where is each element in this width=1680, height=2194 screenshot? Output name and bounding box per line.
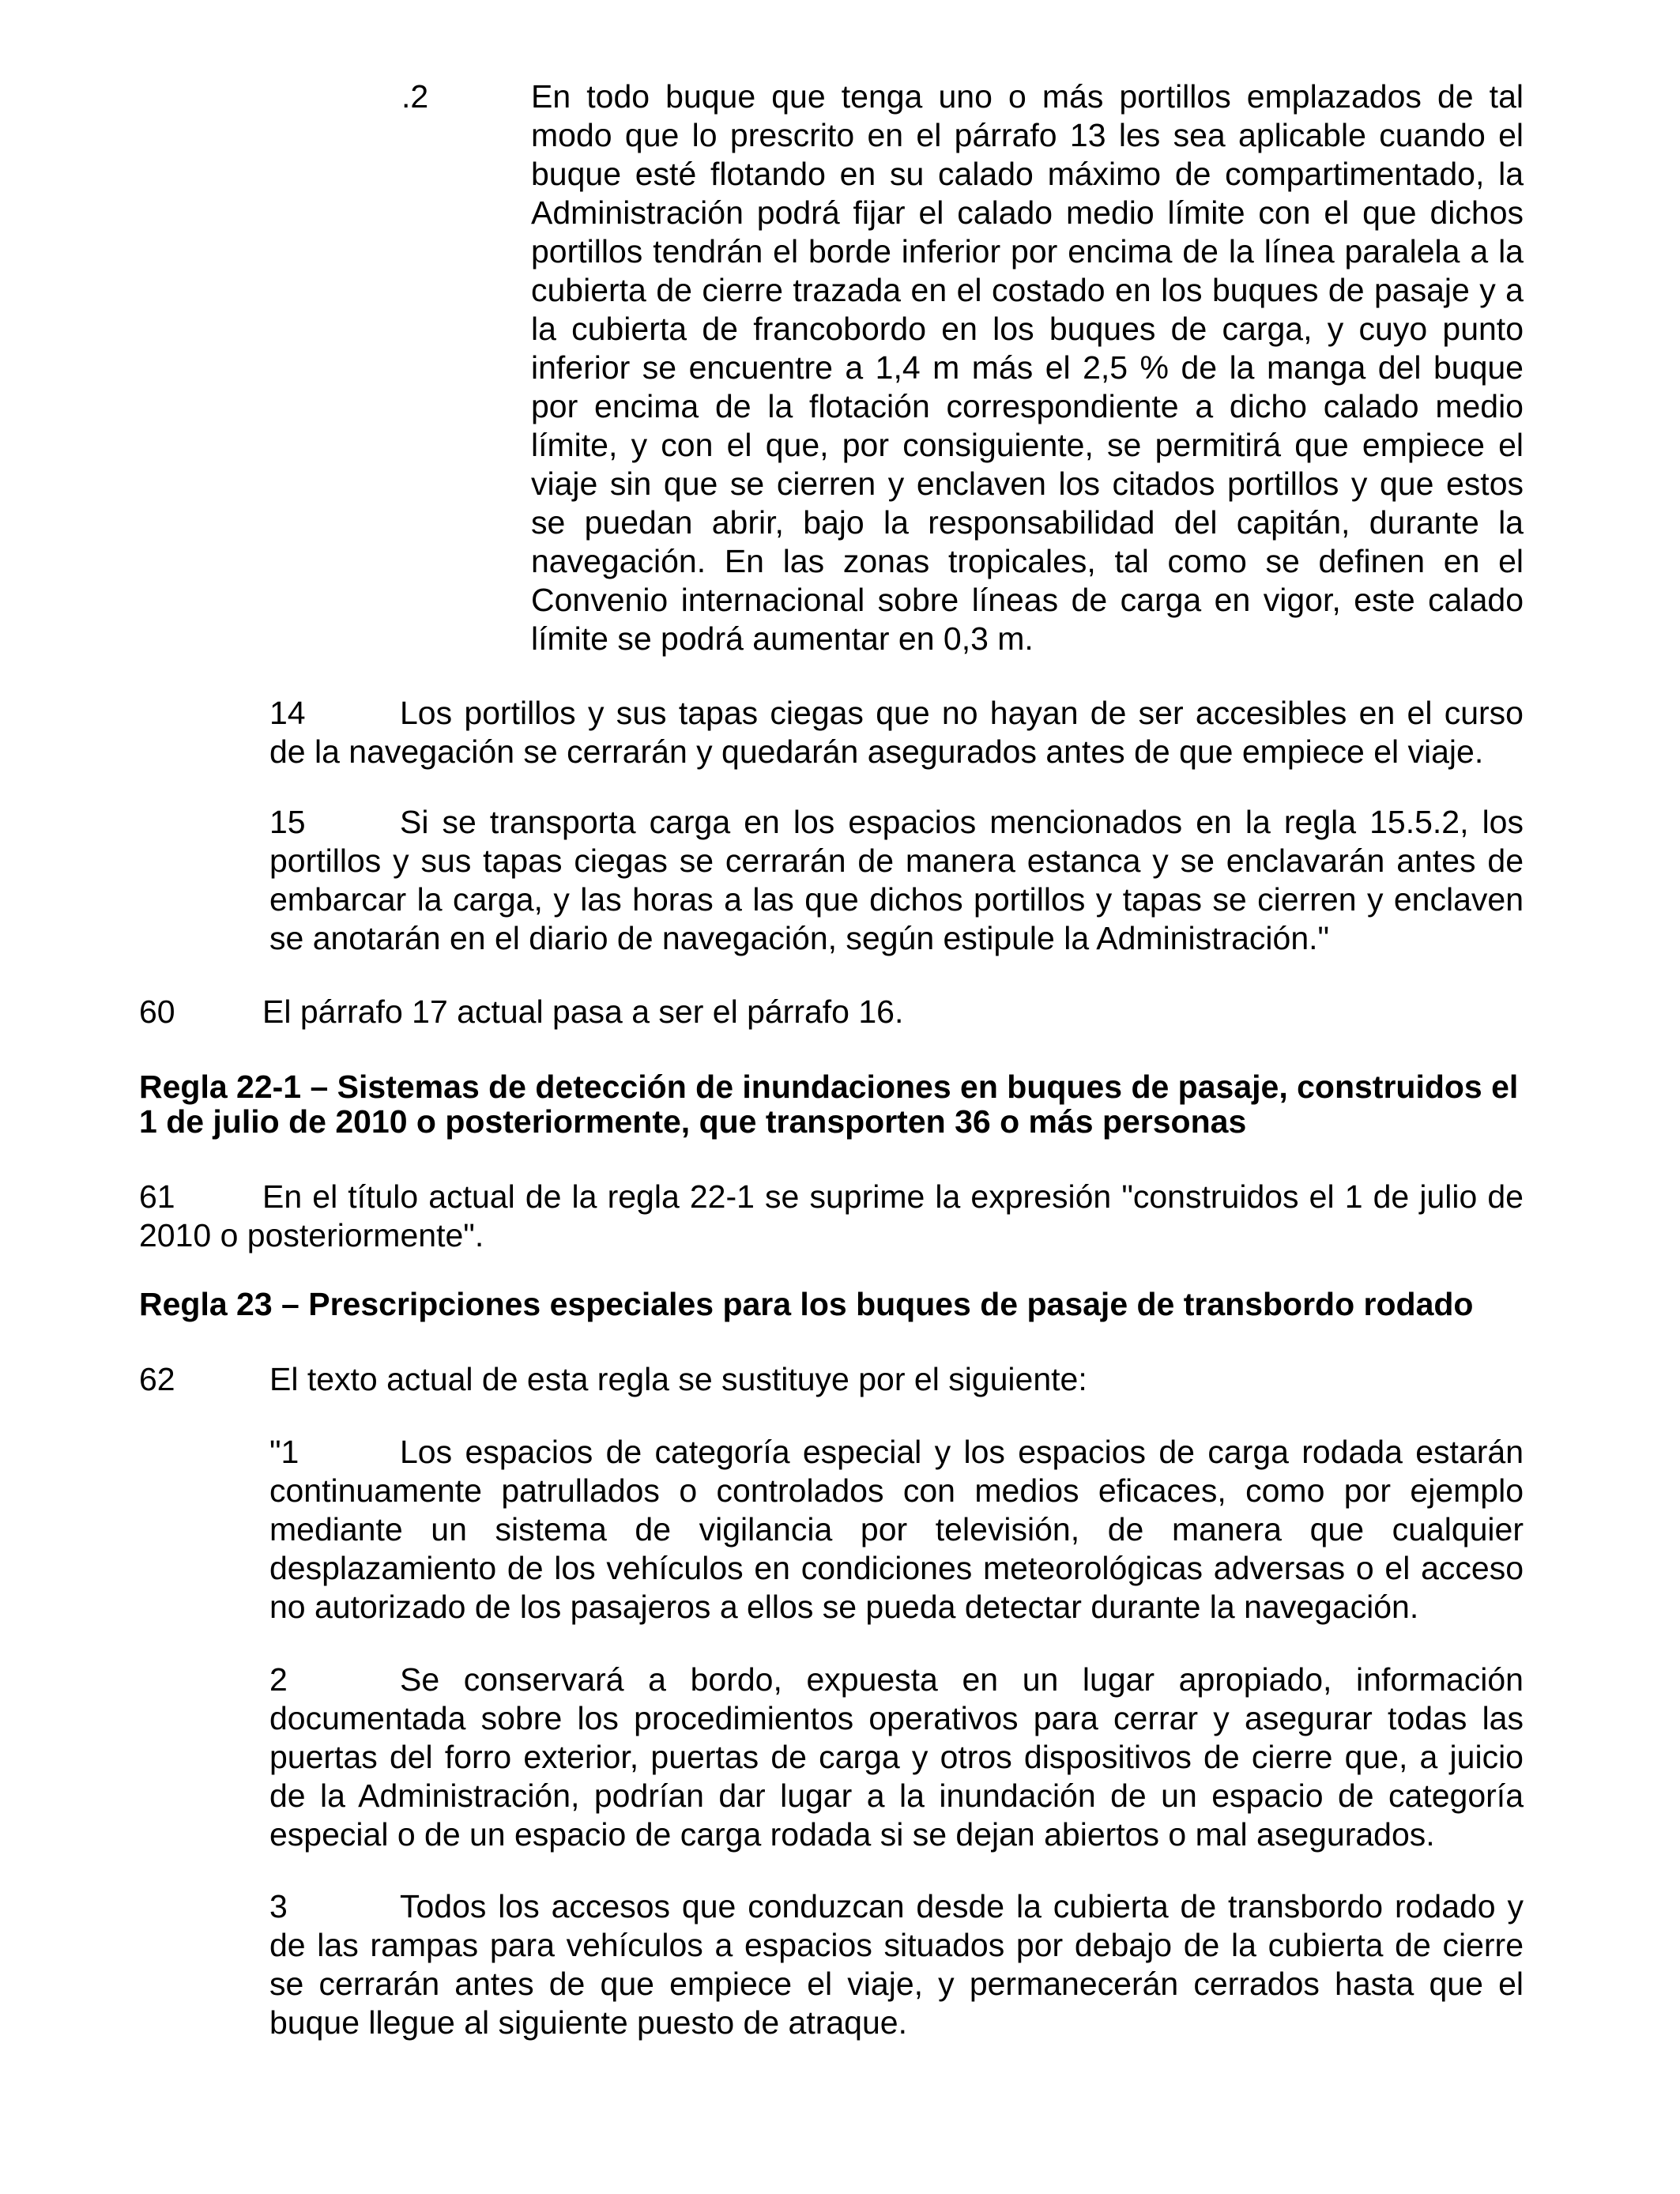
regla-23-paragraph-3: [269, 1887, 1524, 2042]
paragraph-text: Si se transporta carga en los espacios mencionados en la regla 15.5.2, los portillos y sus tapas ciegas se cerrarán de manera estanca y se enclavarán antes de embarcar la carga, y las horas a las que dichos portillos y tapas se cierren y enclaven se anotarán en el diario de navegación, según estipule la Administración.": [269, 804, 1524, 956]
amendment-number: 62: [139, 1361, 175, 1397]
amendment-61: [139, 1178, 1524, 1255]
paragraph-number: 14: [269, 695, 306, 731]
paragraph-15: [269, 803, 1524, 958]
paragraph-number: 3: [269, 1888, 288, 1924]
regla-23-paragraph-1: [269, 1433, 1524, 1627]
paragraph-number: 2: [269, 1661, 288, 1698]
paragraph-text: Se conservará a bordo, expuesta en un lugar apropiado, información documentada sobre los procedimientos operativos para cerrar y asegurar todas las puertas del forro exterior, puertas de carga y otros dispositivos de cierre que, a juicio de la Administración, podrían dar lugar a la inundación de un espacio de categoría especial o de un espacio de carga rodada si se dejan abiertos o mal asegurados.: [269, 1661, 1524, 1853]
amendment-number: 61: [139, 1178, 175, 1215]
paragraph-14: [269, 694, 1524, 771]
subparagraph-number: .2: [401, 78, 429, 115]
paragraph-text: Los portillos y sus tapas ciegas que no hayan de ser accesibles en el curso de la navegación se cerrarán y quedarán asegurados antes de que empiece el viaje.: [269, 695, 1524, 770]
paragraph-text: Los espacios de categoría especial y los espacios de carga rodada estarán continuamente patrullados o controlados con medios eficaces, como por ejemplo mediante un sistema de vigilancia por televisión, de manera que cualquier desplazamiento de los vehículos en condiciones meteorológicas adversas o el acceso no autorizado de los pasajeros a ellos se pueda detectar durante la navegación.: [269, 1434, 1524, 1625]
regla-23-paragraph-2: [269, 1661, 1524, 1854]
amendment-text: En el título actual de la regla 22-1 se suprime la expresión "construidos el 1 de julio de 2010 o posteriormente".: [139, 1178, 1524, 1253]
amendment-number: 60: [139, 993, 175, 1030]
paragraph-number: "1: [269, 1434, 299, 1470]
paragraph-number: 15: [269, 804, 306, 840]
paragraph-text: Todos los accesos que conduzcan desde la cubierta de transbordo rodado y de las rampas para vehículos a espacios situados por debajo de la cubierta de cierre se cerrarán antes de que empiece el viaje, y permanecerán cerrados hasta que el buque llegue al siguiente puesto de atraque.: [269, 1888, 1524, 2041]
amendment-60: [139, 993, 1524, 1031]
amendment-62: [139, 1360, 1524, 1399]
section-heading-regla-22-1: Regla 22-1 – Sistemas de detección de inundaciones en buques de pasaje, construidos el 1 de julio de 2010 o posteriormente, que transporten 36 o más personas: [139, 1069, 1519, 1140]
section-heading-regla-23: Regla 23 – Prescripciones especiales para los buques de pasaje de transbordo rodado: [139, 1286, 1474, 1322]
amendment-text: El texto actual de esta regla se sustituye por el siguiente:: [269, 1361, 1087, 1397]
subparagraph-text: En todo buque que tenga uno o más portillos emplazados de tal modo que lo prescrito en el párrafo 13 les sea aplicable cuando el buque esté flotando en su calado máximo de compartimentado, la Administración podrá fijar el calado medio límite con el que dichos portillos tendrán el borde inferior por encima de la línea paralela a la cubierta de cierre trazada en el costado en los buques de pasaje y a la cubierta de francobordo en los buques de carga, y cuyo punto inferior se encuentre a 1,4 m más el 2,5 % de la manga del buque por encima de la flotación correspondiente a dicho calado medio límite, y con el que, por consiguiente, se permitirá que empiece el viaje sin que se cierren y enclaven los citados portillos y que estos se puedan abrir, bajo la responsabilidad del capitán, durante la navegación. En las zonas tropicales, tal como se definen en el Convenio internacional sobre líneas de carga en vigor, este calado límite se podrá aumentar en 0,3 m.: [531, 78, 1524, 657]
amendment-text: El párrafo 17 actual pasa a ser el párrafo 16.: [262, 993, 904, 1030]
